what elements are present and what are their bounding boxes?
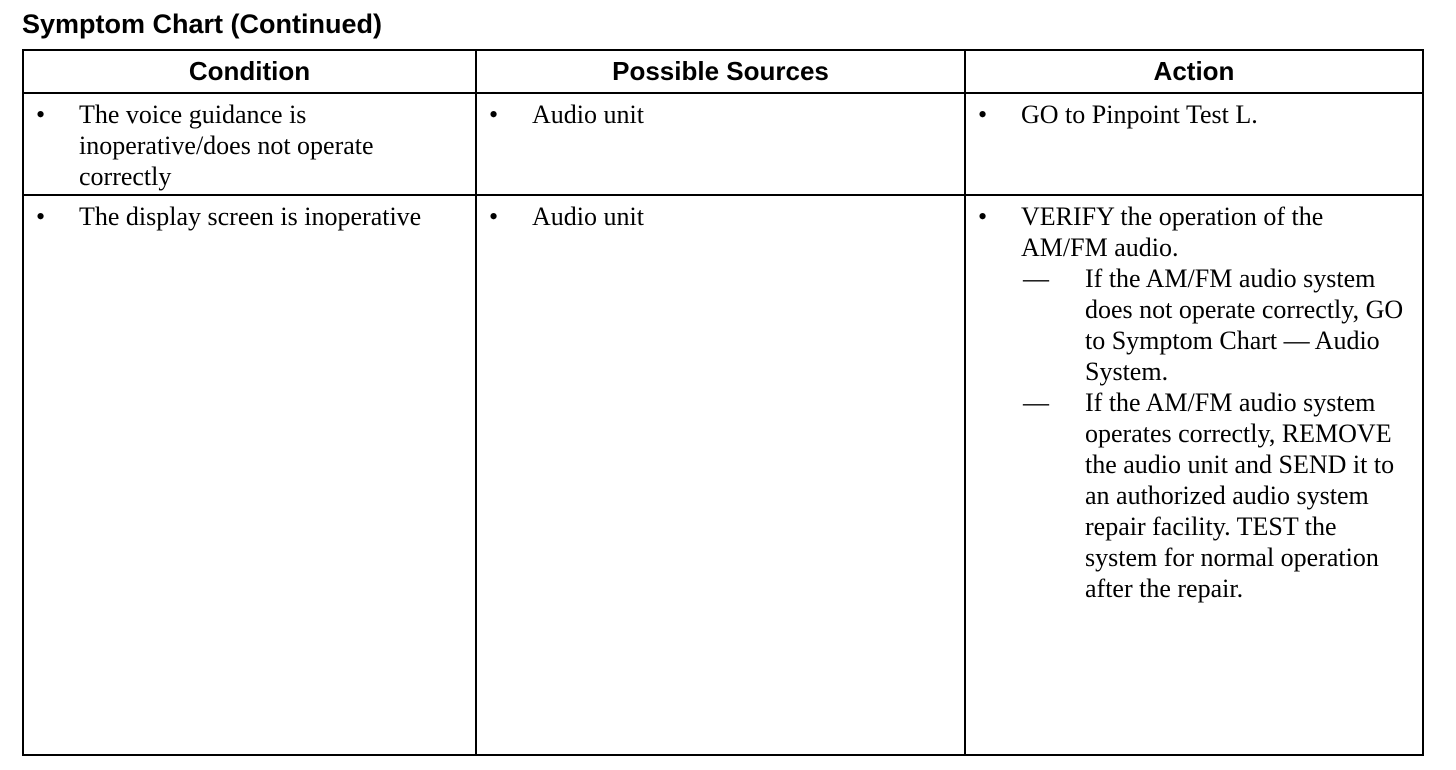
sub-action-item [1021,263,1412,387]
condition-text: The voice guidance is inoperative/does not operate correctly [79,100,374,191]
list-item [477,196,964,232]
sub-action-text: If the AM/FM audio system does not operate correctly, GO to Symptom Chart — Audio System. [1085,264,1404,386]
list-item [966,196,1422,604]
sub-action-item [1021,387,1412,604]
column-header-possible-sources: Possible Sources [476,50,965,93]
sub-action-text: If the AM/FM audio system operates correctly, REMOVE the audio unit and SEND it to an authorized audio system repair facility. TEST the system for normal operation after the repair. [1085,388,1395,603]
table-header-row [23,50,1423,93]
bullet-icon: • [36,202,46,231]
source-cell [476,195,965,755]
condition-text: The display screen is inoperative [79,202,422,231]
list-item [477,94,964,130]
dash-icon: — [1023,388,1049,417]
sub-action-list [1021,263,1412,604]
list-item [966,94,1422,130]
source-cell [476,93,965,195]
action-text: VERIFY the operation of the AM/FM audio. [1021,202,1324,262]
action-cell [965,195,1423,755]
bullet-icon: • [978,202,988,231]
column-header-action: Action [965,50,1423,93]
dash-icon: — [1023,264,1049,293]
condition-cell [23,93,476,195]
table-row [23,195,1423,755]
bullet-icon: • [489,100,499,129]
source-text: Audio unit [532,202,644,231]
condition-cell [23,195,476,755]
action-text: GO to Pinpoint Test L. [1021,100,1258,129]
bullet-icon: • [489,202,499,231]
list-item [24,196,475,232]
list-item [24,94,475,192]
source-text: Audio unit [532,100,644,129]
column-header-condition: Condition [23,50,476,93]
table-row [23,93,1423,195]
action-block [1021,201,1422,604]
page-title: Symptom Chart (Continued) [22,9,382,39]
action-cell [965,93,1423,195]
bullet-icon: • [978,100,988,129]
symptom-chart-table [22,49,1424,756]
bullet-icon: • [36,100,46,129]
